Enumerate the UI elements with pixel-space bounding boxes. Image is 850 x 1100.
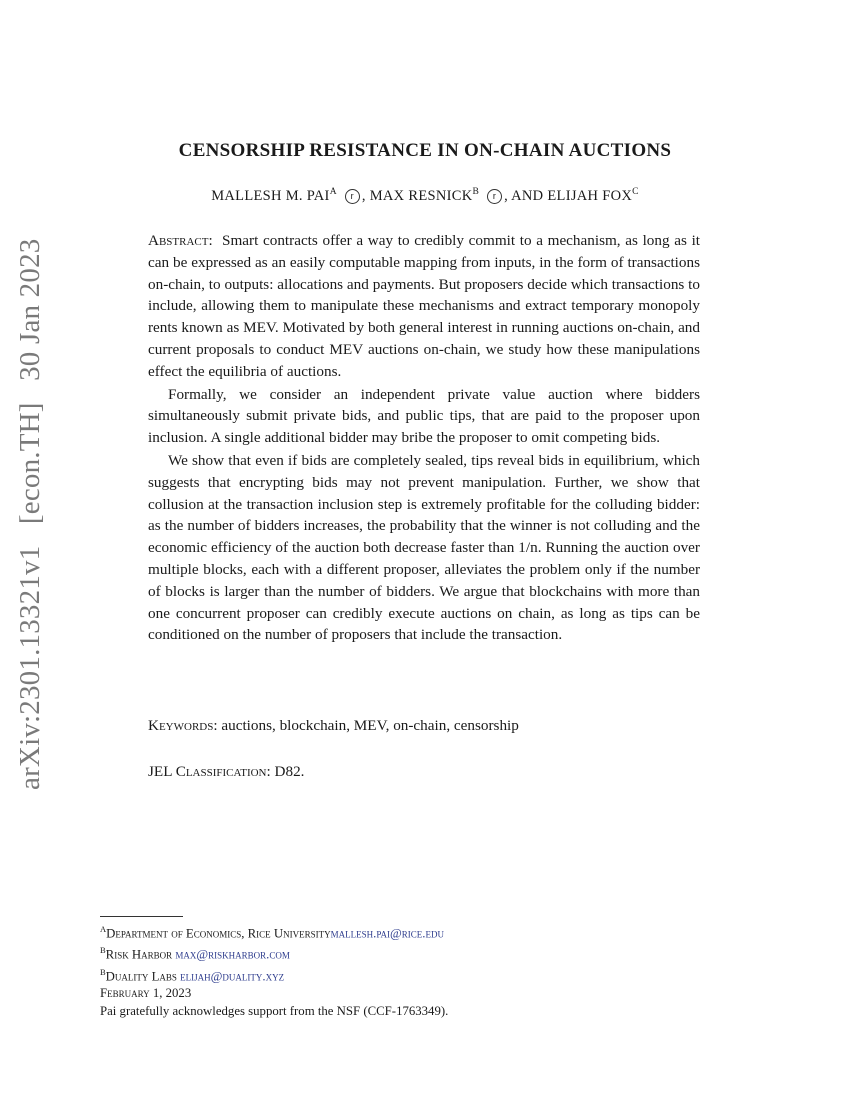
jel-label: JEL Classification:: [148, 763, 271, 780]
keywords: [148, 717, 708, 735]
footnote-date: February 1, 2023: [100, 986, 192, 1001]
email-link[interactable]: elijah@duality.xyz: [180, 969, 285, 984]
author-affiliation-mark: B: [472, 187, 480, 197]
arxiv-stamp: [10, 230, 50, 790]
orcid-icon[interactable]: r: [487, 189, 502, 204]
email-link[interactable]: max@riskharbor.com: [175, 947, 290, 962]
footnote-affiliation: $^B$Risk Harbor max@riskharbor.com: [100, 945, 290, 962]
keywords-value: auctions, blockchain, MEV, on-chain, censorship: [221, 717, 519, 734]
author-name: ELIJAH FOX: [547, 187, 633, 204]
arxiv-date: 30 Jan 2023: [14, 238, 46, 381]
keywords-label: Keywords:: [148, 717, 218, 734]
jel-classification: [148, 763, 708, 781]
author-line: MALLESH M. $PAI^A$ r , MAX $RESNICK^B$ r , AND ELIJAH $FOX^C$: [211, 187, 639, 204]
footnotes: [100, 921, 750, 1020]
abstract-paragraph: We show that even if bids are completely sealed, tips reveal bids in equilibrium, which suggests that encrypting bids may not prevent manipulation. Further, we show that collusion at the transaction inclusion step is extremely profitable for the colluding bidder: as the number of bidders increases, the probability that the winner is not colluding and the economic efficiency of the auction both decrease faster than 1/n. Running the auction over multiple blocks, each with a different proposer, alleviates the problem only if the number of blocks is larger than the number of bidders. We argue that blockchains with more than one concurrent proposer can credibly execute auctions on chain, as long as tips can be conditioned on the number of proposers that include the transaction.: [148, 451, 700, 644]
paper-title: CENSORSHIP RESISTANCE IN ON-CHAIN AUCTIONS: [178, 140, 672, 161]
author-name: MAX RESNICK: [369, 187, 473, 204]
arxiv-category: [econ.TH]: [14, 402, 46, 525]
author-affiliation-mark: C: [632, 187, 639, 197]
abstract: [148, 230, 700, 646]
abstract-paragraph: Formally, we consider an independent private value auction where bidders simultaneously submit private bids, and public tips, that are paid to the proposer upon inclusion. A single additional bidder may bribe the proposer to omit competing bids.: [148, 385, 700, 447]
author-affiliation-mark: A: [329, 187, 337, 197]
footnote-acknowledgement: Pai gratefully acknowledges support from the NSF (CCF-1763349).: [100, 1003, 449, 1018]
email-link[interactable]: mallesh.pai@rice.edu: [330, 926, 444, 941]
abstract-label: Abstract:: [148, 232, 213, 249]
orcid-icon[interactable]: r: [345, 189, 360, 204]
footnote-affiliation: $^A$Department of Economics, Rice Universitymallesh.pai@rice.edu: [100, 924, 444, 941]
abstract-paragraph: Abstract: Smart contracts offer a way to credibly commit to a mechanism, as long as it can be expressed as an easily computable mapping from inputs, in the form of transactions on-chain, to outputs: allocations and payments. But proposers decide which transactions to include, allowing them to manipulate these mechanisms and extract temporary monopoly rents known as MEV. Motivated by both general interest in running auctions on-chain, and current proposals to conduct MEV auctions on-chain, we study how these manipulations effect the equilibria of auctions.: [148, 232, 701, 380]
footnote-affiliation: $^B$Duality Labs elijah@duality.xyz: [100, 966, 285, 984]
author-name: MALLESH M. PAI: [211, 187, 330, 204]
arxiv-id: arXiv:2301.13321v1: [14, 545, 46, 790]
jel-value: D82.: [274, 763, 305, 780]
footnote-rule: [100, 916, 183, 917]
